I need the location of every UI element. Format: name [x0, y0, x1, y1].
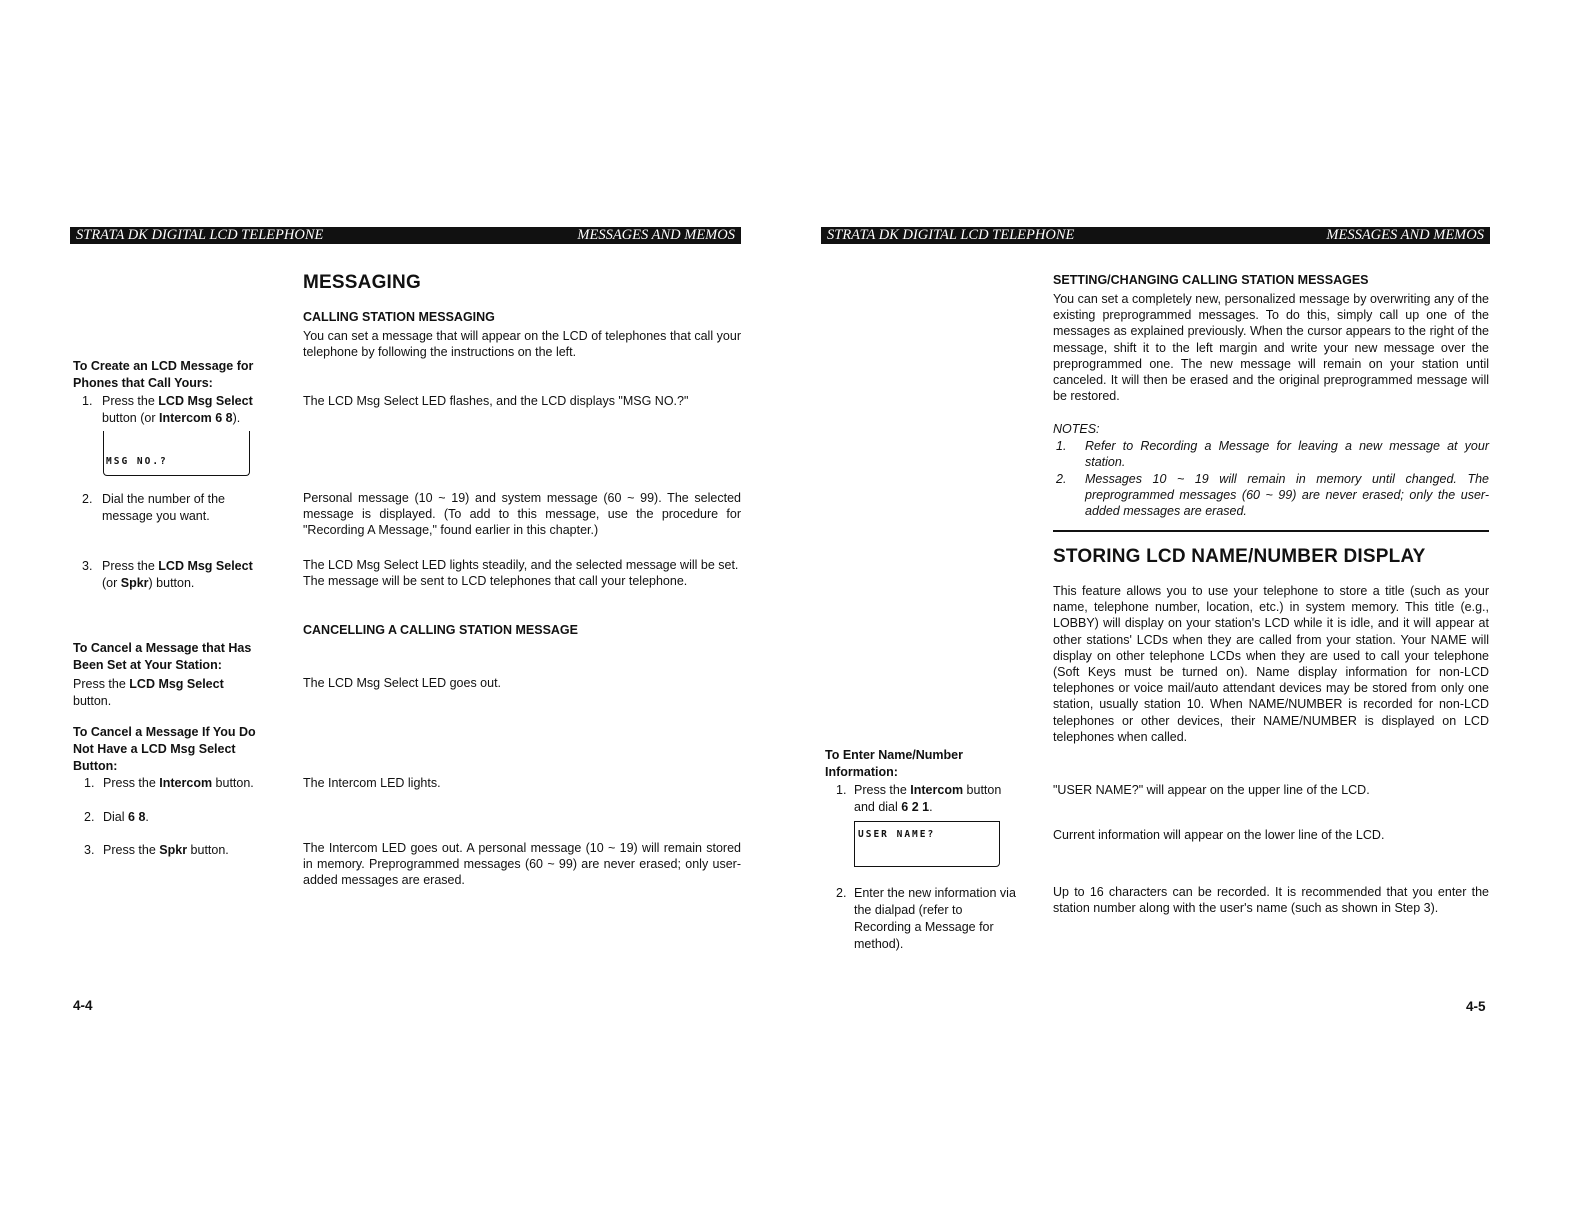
- create-step-3-result: The LCD Msg Select LED lights steadily, and the selected message will be set. The message will be sent to LCD telephones that call your telephone.: [303, 558, 739, 589]
- step-number: 3.: [82, 559, 93, 573]
- lcd-display-msg-no: [103, 431, 250, 476]
- right-header-section: MESSAGES AND MEMOS: [1326, 227, 1484, 243]
- right-section-title: STORING LCD NAME/NUMBER DISPLAY: [1053, 546, 1426, 567]
- section-divider: [1053, 530, 1489, 532]
- step-text-line: the dialpad (refer to: [854, 903, 963, 917]
- step-text-line: message you want.: [102, 509, 210, 523]
- step-text: [102, 393, 253, 427]
- step-text: [103, 842, 229, 859]
- step-text-part: .: [929, 800, 933, 814]
- dial-621-key: 6 2 1: [901, 800, 930, 814]
- cancel2-step-1: [84, 775, 299, 792]
- cancel2-step-3: [84, 842, 299, 859]
- cancel1-label-line2: Been Set at Your Station:: [73, 658, 222, 672]
- cancel2-label-line2: [73, 741, 256, 758]
- note-text: Refer to Recording a Message for leaving a new message at your station.: [1085, 439, 1489, 470]
- enter-step-2: [836, 885, 1041, 953]
- setting-paragraph: You can set a completely new, personalized message by overwriting any of the existing preprogrammed messages. To do this, simply call up one of the messages as explained previously. When the cursor appears to the right of the message, shift it to the left margin and write your new message over the preprogrammed one. The new message will remain on your station until canceled. It will then be erased and the original preprogrammed message will be restored.: [1053, 292, 1489, 404]
- cancel1-result: The LCD Msg Select LED goes out.: [303, 676, 502, 690]
- notes-title: NOTES:: [1053, 422, 1100, 436]
- right-page-number: 4-5: [1466, 999, 1486, 1014]
- step-text-line: method).: [854, 937, 904, 951]
- note-text: Messages 10 ~ 19 will remain in memory until changed. The preprogrammed messages (60 ~ 99) are never erased; only the user-added messages are erased.: [1085, 472, 1489, 519]
- right-subheading-setting: SETTING/CHANGING CALLING STATION MESSAGES: [1053, 273, 1369, 287]
- create-label: [73, 358, 253, 392]
- step-text-part: ).: [232, 411, 241, 425]
- enter-label-line2: Information:: [825, 765, 898, 779]
- step-text-part: ) button.: [148, 576, 195, 590]
- note-number: 1.: [1056, 439, 1067, 453]
- lcd-msg-select-key: LCD Msg Select: [158, 394, 253, 408]
- step-text-part: button.: [212, 776, 254, 790]
- cancel2-step-1-result: The Intercom LED lights.: [303, 776, 441, 790]
- enter-label-line1: To Enter Name/Number: [825, 748, 963, 762]
- cancel2-label-line3: Button:: [73, 759, 118, 773]
- step-text-part: (or: [102, 576, 121, 590]
- lcd-msg-select-key: LCD Msg Select: [141, 742, 236, 756]
- step-number: 2.: [84, 810, 95, 824]
- left-header-title: STRATA DK DIGITAL LCD TELEPHONE: [76, 227, 324, 243]
- step-number: 1.: [84, 776, 95, 790]
- step-text-part: Dial: [103, 810, 129, 824]
- cancel1-instruction: [73, 676, 293, 710]
- left-header-section: MESSAGES AND MEMOS: [577, 227, 735, 243]
- enter-label: [825, 747, 963, 781]
- lcd-msg-select-key: LCD Msg Select: [129, 677, 224, 691]
- step-text-part: button (or: [102, 411, 159, 425]
- enter-step-2-result: Up to 16 characters can be recorded. It is recommended that you enter the station number along with the user's name (such as shown in Step 3).: [1053, 885, 1489, 916]
- create-step-2: [82, 491, 297, 525]
- step-text-part: button: [963, 783, 1002, 797]
- create-label-line2: Phones that Call Yours:: [73, 376, 213, 390]
- note-2: [1053, 471, 1489, 520]
- lcd-lower-line-result: Current information will appear on the lower line of the LCD.: [1053, 828, 1385, 842]
- left-page-title: MESSAGING: [303, 272, 421, 293]
- note-number: 2.: [1056, 472, 1067, 486]
- step-number: 1.: [836, 783, 847, 797]
- cancel2-step-2: [84, 809, 299, 826]
- create-step-3: [82, 558, 297, 592]
- step-text-part: Press the: [73, 677, 130, 691]
- storing-paragraph: This feature allows you to use your telephone to store a title (such as your name, telephone number, location, etc.) in system memory. This title (e.g., LOBBY) will display on your station's LCD while it is idle, and it will appear at other stations' LCDs when they are called from your station. Your NAME will display on other telephone LCDs when they are used to call your telephone (Soft Keys must be turned on). Name display information for non-LCD telephones or voice mail/auto attendant devices may be stored from only one station, usually station 10. When NAME/NUMBER is recorded for non-LCD telephones or other devices, their NAME/NUMBER is displayed on LCD telephones when called.: [1053, 584, 1489, 744]
- right-running-header: [821, 227, 1490, 244]
- lcd-display-user-name: [854, 821, 1000, 867]
- step-text-part: Press the: [103, 776, 160, 790]
- create-step-1-result: The LCD Msg Select LED flashes, and the LCD displays "MSG NO.?": [303, 394, 689, 408]
- spkr-key: Spkr: [120, 576, 149, 590]
- dial-68-key: 6 8: [128, 810, 146, 824]
- left-running-header: [70, 227, 741, 244]
- cancel1-label: [73, 640, 251, 674]
- cancel2-label: [73, 724, 256, 775]
- step-text-part: button.: [187, 843, 229, 857]
- step-text-line: Dial the number of the: [102, 492, 225, 506]
- step-text-line: Enter the new information via: [854, 886, 1016, 900]
- step-text-part: Press the: [102, 559, 159, 573]
- left-page-number: 4-4: [73, 998, 93, 1013]
- step-text-part: button.: [73, 694, 112, 708]
- intercom-68-key: Intercom 6 8: [158, 411, 233, 425]
- create-step-1: [82, 393, 297, 427]
- step-number: 1.: [82, 394, 93, 408]
- left-intro-paragraph: You can set a message that will appear on the LCD of telephones that call your telephone by following the instructions on the left.: [303, 329, 741, 360]
- step-text: [103, 809, 149, 826]
- lcd-text: MSG NO.?: [106, 456, 168, 467]
- cancel2-label-line1: To Cancel a Message If You Do: [73, 725, 256, 739]
- cancel2-step-3-result: The Intercom LED goes out. A personal message (10 ~ 19) will remain stored in memory. Preprogrammed messages (60 ~ 99) are never erased; only user-added messages are erased.: [303, 841, 741, 888]
- spkr-key: Spkr: [159, 843, 188, 857]
- step-text: [102, 558, 253, 592]
- left-subheading-calling: CALLING STATION MESSAGING: [303, 310, 495, 324]
- step-text: [102, 491, 225, 525]
- step-text-part: .: [145, 810, 149, 824]
- lcd-msg-select-key: LCD Msg Select: [158, 559, 253, 573]
- step-text-part: and dial: [854, 800, 902, 814]
- create-label-line1: To Create an LCD Message for: [73, 359, 254, 373]
- label-text-part: Not Have a: [73, 742, 142, 756]
- intercom-key: Intercom: [159, 776, 213, 790]
- lcd-text: USER NAME?: [858, 829, 936, 840]
- step-number: 3.: [84, 843, 95, 857]
- step-text-line: Recording a Message for: [854, 920, 994, 934]
- cancel1-label-line1: To Cancel a Message that Has: [73, 641, 252, 655]
- step-text-part: Press the: [854, 783, 911, 797]
- intercom-key: Intercom: [910, 783, 964, 797]
- note-1: [1053, 438, 1489, 470]
- left-subheading-cancelling: CANCELLING A CALLING STATION MESSAGE: [303, 623, 578, 637]
- enter-step-1: [836, 782, 1041, 816]
- step-number: 2.: [836, 886, 847, 900]
- step-text-part: Press the: [102, 394, 159, 408]
- step-text: [103, 775, 254, 792]
- step-text: [854, 782, 1001, 816]
- enter-step-1-result: "USER NAME?" will appear on the upper line of the LCD.: [1053, 783, 1370, 797]
- step-number: 2.: [82, 492, 93, 506]
- step-text-part: Press the: [103, 843, 160, 857]
- right-header-title: STRATA DK DIGITAL LCD TELEPHONE: [827, 227, 1075, 243]
- step-text: [854, 885, 1016, 953]
- create-step-2-result: Personal message (10 ~ 19) and system message (60 ~ 99). The selected message is displayed. (To add to this message, use the procedure for "Recording A Message," found earlier in this chapter.): [303, 491, 741, 538]
